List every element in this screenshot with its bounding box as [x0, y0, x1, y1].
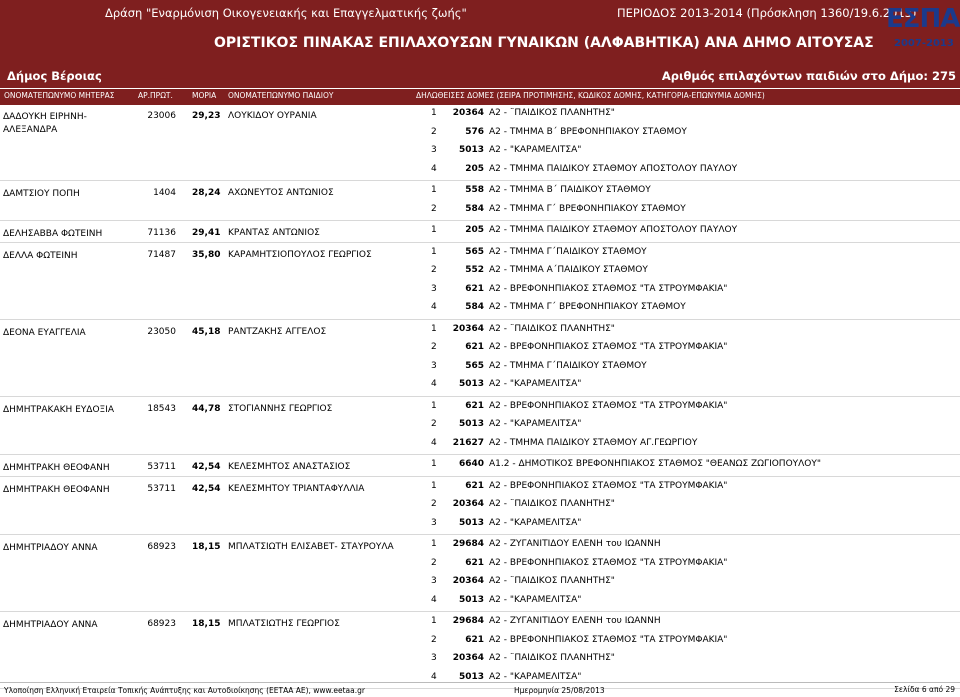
score-value: 42,54: [192, 483, 221, 494]
structure-name: Α2 - ΒΡΕΦΟΝΗΠΙΑΚΟΣ ΣΤΑΘΜΟΣ "ΤΑ ΣΤΡΟΥΜΦΑΚΙΑ": [489, 480, 728, 491]
table-row: [0, 181, 960, 221]
preference-order: 1: [431, 108, 437, 118]
page-title: ΟΡΙΣΤΙΚΟΣ ΠΙΝΑΚΑΣ ΕΠΙΛΑΧΟΥΣΩΝ ΓΥΝΑΙΚΩΝ (ΑΛΦΑΒΗΤΙΚΑ) ΑΝΑ ΔΗΜΟ ΑΙΤΟΥΣΑΣ: [214, 35, 874, 51]
structure-code: 565: [465, 360, 484, 371]
structure-code: 5013: [458, 517, 484, 528]
structure-name: Α2 - ΤΜΗΜΑ Γ΄ΠΑΙΔΙΚΟΥ ΣΤΑΘΜΟΥ: [489, 246, 647, 257]
structure-name: Α2 - ¨ΠΑΙΔΙΚΟΣ ΠΛΑΝΗΤΗΣ": [489, 323, 615, 334]
structure-name: Α2 - ΤΜΗΜΑ Γ΄ΠΑΙΔΙΚΟΥ ΣΤΑΘΜΟΥ: [489, 360, 647, 371]
mother-name: ΔΗΜΗΤΡΑΚΗ ΘΕΟΦΑΝΗ: [3, 484, 110, 495]
preference-order: 2: [431, 634, 437, 645]
registration-number: 68923: [147, 542, 176, 552]
structure-code: 576: [465, 126, 484, 137]
preference-order: 1: [431, 225, 437, 235]
structure-name: Α2 - ΖΥΓΑΝΙΤΙΔΟΥ ΕΛΕΝΗ του ΙΩΑΝΝΗ: [489, 539, 661, 549]
score-value: 42,54: [192, 462, 221, 472]
preference-line: [0, 280, 960, 299]
table-row: [0, 104, 960, 181]
column-header-structures: ΔΗΛΩΘΕΙΣΕΣ ΔΟΜΕΣ (ΣΕΙΡΑ ΠΡΟΤΙΜΗΣΗΣ, ΚΩΔΙΚΟΣ ΔΟΜΗΣ, ΚΑΤΗΓΟΡΙΑ-ΕΠΩΝΥΜΙΑ ΔΟΜΗΣ): [416, 91, 765, 100]
espa-logo-years: 2007-2013: [894, 38, 954, 49]
table-row: [0, 612, 960, 689]
preference-line: [0, 554, 960, 573]
preference-line: [0, 535, 960, 554]
registration-number: 1404: [153, 188, 176, 198]
mother-name: ΔΕΟΝΑ ΕΥΑΓΓΕΛΙΑ: [3, 327, 86, 338]
registration-number: 23006: [147, 111, 176, 121]
structure-name: Α2 - ¨ΠΑΙΔΙΚΟΣ ΠΛΑΝΗΤΗΣ": [489, 108, 615, 118]
preference-order: 1: [431, 323, 437, 334]
structure-name: Α2 - ΤΜΗΜΑ Γ΄ ΒΡΕΦΟΝΗΠΙΑΚΟΥ ΣΤΑΘΜΟΥ: [489, 302, 686, 312]
structure-code: 20364: [452, 653, 484, 663]
column-header-child: ΟΝΟΜΑΤΕΠΩΝΥΜΟ ΠΑΙΔΙΟΥ: [228, 91, 334, 100]
structure-code: 621: [465, 634, 484, 645]
structure-code: 5013: [458, 671, 484, 682]
preference-line: [0, 261, 960, 280]
structure-name: Α2 - ΒΡΕΦΟΝΗΠΙΑΚΟΣ ΣΤΑΘΜΟΣ "ΤΑ ΣΤΡΟΥΜΦΑΚΙΑ": [489, 634, 728, 645]
preference-line: [0, 415, 960, 434]
preference-order: 1: [431, 459, 437, 469]
structure-name: Α2 - ΒΡΕΦΟΝΗΠΙΑΚΟΣ ΣΤΑΘΜΟΣ "ΤΑ ΣΤΡΟΥΜΦΑΚΙΑ": [489, 557, 728, 568]
preference-line: [0, 434, 960, 453]
child-name: ΜΠΛΑΤΣΙΩΤΗΣ ΓΕΩΡΓΙΟΣ: [228, 619, 340, 629]
structure-name: Α2 - ΤΜΗΜΑ ΠΑΙΔΙΚΟΥ ΣΤΑΘΜΟΥ ΑΠΟΣΤΟΛΟΥ ΠΑΥΛΟΥ: [489, 163, 738, 174]
score-value: 29,23: [192, 111, 221, 121]
preference-order: 4: [431, 302, 437, 312]
preference-line: [0, 649, 960, 668]
preference-order: 2: [431, 557, 437, 568]
registration-number: 23050: [147, 326, 176, 337]
structure-code: 5013: [458, 145, 484, 155]
preference-line: [0, 357, 960, 376]
child-name: ΚΕΛΕΣΜΗΤΟΣ ΑΝΑΣΤΑΣΙΟΣ: [228, 462, 351, 472]
structure-code: 29684: [452, 616, 484, 626]
table-row: [0, 320, 960, 397]
column-header-row: [0, 88, 960, 105]
preference-line: [0, 200, 960, 219]
child-name: ΛΟΥΚΙΔΟΥ ΟΥΡΑΝΙΑ: [228, 111, 317, 121]
preference-line: [0, 243, 960, 262]
column-header-score: ΜΟΡΙΑ: [192, 91, 217, 100]
preference-order: 4: [431, 594, 437, 605]
child-name: ΡΑΝΤΖΑΚΗΣ ΑΓΓΕΛΟΣ: [228, 326, 327, 337]
preference-line: [0, 397, 960, 416]
preference-line: [0, 104, 960, 123]
score-value: 44,78: [192, 403, 221, 414]
preference-order: 3: [431, 517, 437, 528]
child-name: ΑΧΩΝΕΥΤΟΣ ΑΝΤΩΝΙΟΣ: [228, 188, 334, 198]
preference-line: [0, 572, 960, 591]
table-row: [0, 221, 960, 243]
preference-order: 1: [431, 400, 437, 411]
preference-order: 2: [431, 203, 437, 214]
child-name: ΚΑΡΑΜΗΤΣΙΟΠΟΥΛΟΣ ΓΕΩΡΓΙΟΣ: [228, 249, 372, 260]
program-name: Δράση "Εναρμόνιση Οικογενειακής και Επαγγελματικής ζωής": [105, 6, 467, 20]
preference-line: [0, 514, 960, 533]
preference-line: [0, 338, 960, 357]
registration-number: 68923: [147, 619, 176, 629]
preference-order: 2: [431, 265, 437, 275]
preference-line: [0, 477, 960, 496]
structure-name: Α2 - ΤΜΗΜΑ Β΄ ΒΡΕΦΟΝΗΠΙΑΚΟΥ ΣΤΑΘΜΟΥ: [489, 126, 687, 137]
footer-divider: [0, 682, 960, 683]
registration-number: 18543: [147, 403, 176, 414]
preference-line: [0, 123, 960, 142]
structure-code: 20364: [452, 108, 484, 118]
child-name: ΚΡΑΝΤΑΣ ΑΝΤΩΝΙΟΣ: [228, 228, 320, 238]
preference-order: 2: [431, 342, 437, 352]
structure-code: 29684: [452, 539, 484, 549]
espa-logo-text: ΕΣΠΑ: [886, 4, 960, 34]
structure-code: 558: [465, 185, 484, 195]
preference-order: 2: [431, 499, 437, 509]
preference-order: 3: [431, 360, 437, 371]
score-value: 18,15: [192, 619, 221, 629]
mother-name: ΔΕΛΗΣΑΒΒΑ ΦΩΤΕΙΝΗ: [3, 229, 103, 239]
structure-code: 20364: [452, 323, 484, 334]
structure-name: Α2 - "ΚΑΡΑΜΕΛΙΤΣΑ": [489, 419, 582, 429]
structure-code: 552: [465, 265, 484, 275]
structure-code: 20364: [452, 576, 484, 586]
structure-name: Α2 - ¨ΠΑΙΔΙΚΟΣ ΠΛΑΝΗΤΗΣ": [489, 499, 615, 509]
preference-order: 1: [431, 616, 437, 626]
preference-line: [0, 495, 960, 514]
score-value: 29,41: [192, 228, 221, 238]
preference-line: [0, 320, 960, 339]
preference-order: 4: [431, 379, 437, 389]
applicants-table: [0, 104, 960, 689]
table-row: [0, 397, 960, 456]
footer-organization: Υλοποίηση Ελληνική Εταιρεία Τοπικής Ανάπτυξης και Αυτοδιοίκησης (ΕΕΤΑΑ ΑΕ), www.eetaa.gr: [4, 686, 365, 695]
mother-name: ΔΑΜΤΣΙΟΥ ΠΟΠΗ: [3, 189, 80, 199]
structure-code: 205: [465, 163, 484, 174]
preference-order: 3: [431, 576, 437, 586]
registration-number: 71136: [147, 228, 176, 238]
preference-order: 4: [431, 437, 437, 448]
column-header-reg: ΑΡ.ΠΡΩΤ.: [138, 91, 173, 100]
structure-name: Α2 - ΤΜΗΜΑ Α΄ΠΑΙΔΙΚΟΥ ΣΤΑΘΜΟΥ: [489, 265, 648, 275]
preference-line: [0, 631, 960, 650]
structure-code: 621: [465, 400, 484, 411]
mother-name: ΔΗΜΗΤΡΙΑΔΟΥ ΑΝΝΑ: [3, 620, 98, 630]
structure-code: 5013: [458, 594, 484, 605]
table-row: [0, 477, 960, 536]
structure-code: 621: [465, 480, 484, 491]
structure-name: Α2 - ¨ΠΑΙΔΙΚΟΣ ΠΛΑΝΗΤΗΣ": [489, 576, 615, 586]
structure-name: Α2 - ΤΜΗΜΑ Β΄ ΠΑΙΔΙΚΟΥ ΣΤΑΘΜΟΥ: [489, 185, 651, 195]
structure-name: Α2 - ΒΡΕΦΟΝΗΠΙΑΚΟΣ ΣΤΑΘΜΟΣ "ΤΑ ΣΤΡΟΥΜΦΑΚΙΑ": [489, 342, 728, 352]
structure-code: 21627: [452, 437, 484, 448]
registration-number: 53711: [147, 483, 176, 494]
espa-logo: [872, 2, 960, 64]
score-value: 28,24: [192, 188, 221, 198]
preference-line: [0, 455, 960, 474]
mother-name: ΔΗΜΗΤΡΙΑΔΟΥ ΑΝΝΑ: [3, 543, 98, 553]
structure-name: Α2 - "ΚΑΡΑΜΕΛΙΤΣΑ": [489, 145, 582, 155]
registration-number: 53711: [147, 462, 176, 472]
preference-order: 1: [431, 539, 437, 549]
preference-line: [0, 591, 960, 610]
preference-line: [0, 181, 960, 200]
structure-name: Α2 - ΒΡΕΦΟΝΗΠΙΑΚΟΣ ΣΤΑΘΜΟΣ "ΤΑ ΣΤΡΟΥΜΦΑΚΙΑ": [489, 400, 728, 411]
mother-name: ΔΕΛΛΑ ΦΩΤΕΙΝΗ: [3, 250, 78, 261]
table-row: [0, 455, 960, 477]
structure-name: Α1.2 - ΔΗΜΟΤΙΚΟΣ ΒΡΕΦΟΝΗΠΙΑΚΟΣ ΣΤΑΘΜΟΣ "ΘΕΑΝΩΣ ΖΩΓΙΟΠΟΥΛΟΥ": [489, 459, 822, 469]
preference-line: [0, 612, 960, 631]
structure-name: Α2 - "ΚΑΡΑΜΕΛΙΤΣΑ": [489, 379, 582, 389]
structure-name: Α2 - ΤΜΗΜΑ Γ΄ ΒΡΕΦΟΝΗΠΙΑΚΟΥ ΣΤΑΘΜΟΥ: [489, 203, 686, 214]
registration-number: 71487: [147, 249, 176, 260]
preference-line: [0, 375, 960, 394]
score-value: 45,18: [192, 326, 221, 337]
structure-code: 584: [465, 302, 484, 312]
child-name: ΣΤΟΓΙΑΝΝΗΣ ΓΕΩΡΓΙΟΣ: [228, 403, 333, 414]
preference-order: 4: [431, 671, 437, 682]
structure-code: 621: [465, 342, 484, 352]
child-name: ΚΕΛΕΣΜΗΤΟΥ ΤΡΙΑΝΤΑΦΥΛΛΙΑ: [228, 483, 365, 494]
structure-code: 205: [465, 225, 484, 235]
preference-order: 1: [431, 185, 437, 195]
structure-name: Α2 - "ΚΑΡΑΜΕΛΙΤΣΑ": [489, 517, 582, 528]
structure-name: Α2 - "ΚΑΡΑΜΕΛΙΤΣΑ": [489, 671, 582, 682]
table-row: [0, 535, 960, 612]
structure-code: 5013: [458, 419, 484, 429]
program-period: ΠΕΡΙΟΔΟΣ 2013-2014 (Πρόσκληση 1360/19.6.2013): [617, 6, 917, 20]
preference-line: [0, 221, 960, 240]
preference-order: 3: [431, 145, 437, 155]
preference-order: 3: [431, 283, 437, 294]
structure-code: 20364: [452, 499, 484, 509]
score-value: 35,80: [192, 249, 221, 260]
structure-code: 621: [465, 557, 484, 568]
mother-name: ΔΗΜΗΤΡΑΚΗ ΘΕΟΦΑΝΗ: [3, 463, 110, 473]
preference-line: [0, 141, 960, 160]
structure-name: Α2 - ΒΡΕΦΟΝΗΠΙΑΚΟΣ ΣΤΑΘΜΟΣ "ΤΑ ΣΤΡΟΥΜΦΑΚΙΑ": [489, 283, 728, 294]
structure-name: Α2 - ΖΥΓΑΝΙΤΙΔΟΥ ΕΛΕΝΗ του ΙΩΑΝΝΗ: [489, 616, 661, 626]
structure-code: 5013: [458, 379, 484, 389]
preference-line: [0, 160, 960, 179]
structure-name: Α2 - ΤΜΗΜΑ ΠΑΙΔΙΚΟΥ ΣΤΑΘΜΟΥ ΑΠΟΣΤΟΛΟΥ ΠΑΥΛΟΥ: [489, 225, 738, 235]
preference-line: [0, 298, 960, 317]
structure-code: 565: [465, 246, 484, 257]
table-row: [0, 243, 960, 320]
preference-order: 2: [431, 419, 437, 429]
child-name: ΜΠΛΑΤΣΙΩΤΗ ΕΛΙΣΑΒΕΤ- ΣΤΑΥΡΟΥΛΑ: [228, 542, 394, 552]
preference-line: [0, 668, 960, 687]
preference-order: 1: [431, 246, 437, 257]
mother-name: ΔΗΜΗΤΡΑΚΑΚΗ ΕΥΔΟΞΙΑ: [3, 404, 115, 415]
structure-name: Α2 - ¨ΠΑΙΔΙΚΟΣ ΠΛΑΝΗΤΗΣ": [489, 653, 615, 663]
preference-order: 2: [431, 126, 437, 137]
column-header-mother: ΟΝΟΜΑΤΕΠΩΝΥΜΟ ΜΗΤΕΡΑΣ: [4, 91, 115, 100]
structure-code: 584: [465, 203, 484, 214]
footer-page-number: Σελίδα 6 από 29: [894, 685, 955, 694]
municipality-name: Δήμος Βέροιας: [7, 69, 102, 83]
structure-code: 6640: [458, 459, 484, 469]
structure-name: Α2 - ΤΜΗΜΑ ΠΑΙΔΙΚΟΥ ΣΤΑΘΜΟΥ ΑΓ.ΓΕΩΡΓΙΟΥ: [489, 437, 698, 448]
footer-date: Ημερομηνία 25/08/2013: [514, 686, 605, 695]
structure-name: Α2 - "ΚΑΡΑΜΕΛΙΤΣΑ": [489, 594, 582, 605]
structure-code: 621: [465, 283, 484, 294]
children-count: Αριθμός επιλαχόντων παιδιών στο Δήμο: 275: [661, 69, 956, 83]
score-value: 18,15: [192, 542, 221, 552]
preference-order: 3: [431, 653, 437, 663]
preference-order: 4: [431, 163, 437, 174]
mother-name: ΔΑΔΟΥΚΗ ΕΙΡΗΝΗ-ΑΛΕΞΑΝΔΡΑ: [3, 112, 87, 135]
preference-order: 1: [431, 480, 437, 491]
